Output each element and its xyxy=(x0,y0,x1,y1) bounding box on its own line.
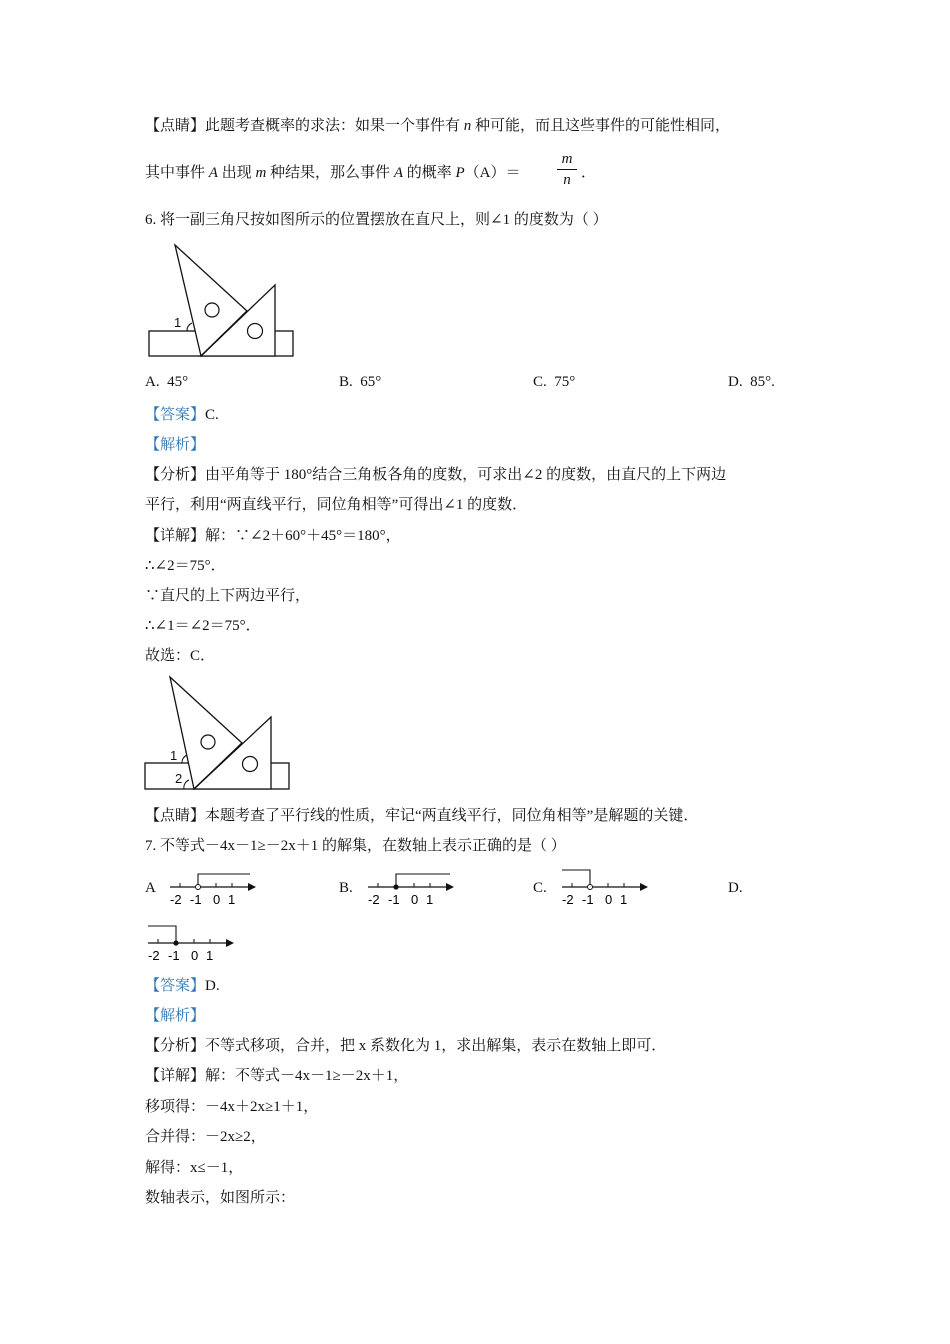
svg-text:-2: -2 xyxy=(368,892,380,907)
svg-text:1: 1 xyxy=(206,948,214,963)
angle-2-label: 2 xyxy=(175,771,183,786)
angle-1-label: 1 xyxy=(174,315,182,330)
q6-dianjing: 【点睛】本题考查了平行线的性质，牢记“两直线平行，同位角相等”是解题的关键． xyxy=(145,808,699,824)
q6-option-d: D. 85°. xyxy=(728,374,775,390)
q6-option-b: B. 65° xyxy=(339,374,382,390)
svg-text:1: 1 xyxy=(426,892,434,907)
q7-option-a-key: A xyxy=(145,880,156,896)
q6-jiexi-label: 【解析】 xyxy=(145,437,206,453)
svg-text:1: 1 xyxy=(620,892,628,907)
fraction-period: ． xyxy=(581,165,597,181)
q7-option-c-numberline xyxy=(560,866,655,910)
q6-solution-figure xyxy=(142,672,302,797)
angle-1-label: 1 xyxy=(170,748,178,763)
q7-step-3: 合并得：－2x≥2， xyxy=(145,1129,266,1145)
q5-dianjing-line1: 【点睛】此题考查概率的求法：如果一个事件有 n 种可能，而且这些事件的可能性相同， xyxy=(145,118,731,134)
q7-jiexi-label: 【解析】 xyxy=(145,1008,206,1024)
svg-text:-1: -1 xyxy=(582,892,594,907)
fraction-denominator: n xyxy=(563,172,571,188)
q7-option-d-numberline xyxy=(146,922,241,966)
q7-fenxi: 【分析】不等式移项，合并，把 x 系数化为 1，求出解集，表示在数轴上即可． xyxy=(145,1038,667,1054)
angle-2-arc xyxy=(184,780,189,789)
svg-text:0: 0 xyxy=(213,892,221,907)
q7-step-1: 【详解】解：不等式－4x－1≥－2x＋1， xyxy=(145,1068,409,1084)
q7-option-b-key: B. xyxy=(339,880,353,896)
q6-step-4: ∴∠1＝∠2＝75°． xyxy=(145,618,261,634)
q7-step-5: 数轴表示，如图所示： xyxy=(145,1190,296,1206)
q6-step-5: 故选：C． xyxy=(145,648,216,664)
svg-text:-2: -2 xyxy=(170,892,182,907)
q6-figure-triangles-ruler xyxy=(145,240,305,365)
q7-option-a-numberline xyxy=(168,870,263,910)
q6-step-3: ∵直尺的上下两边平行， xyxy=(145,588,311,604)
svg-text:0: 0 xyxy=(411,892,419,907)
svg-text:-2: -2 xyxy=(562,892,574,907)
svg-text:1: 1 xyxy=(228,892,236,907)
q7-option-b-numberline xyxy=(366,870,461,910)
q6-step-1: 【详解】解：∵∠2＋60°＋45°＝180°， xyxy=(145,528,401,544)
q7-option-c-key: C. xyxy=(533,880,547,896)
q6-answer: 【答案】C. xyxy=(145,407,219,423)
svg-text:-1: -1 xyxy=(190,892,202,907)
q7-option-d-key: D. xyxy=(728,880,743,896)
probability-fraction xyxy=(557,150,577,189)
q6-option-c: C. 75° xyxy=(533,374,576,390)
angle-1-arc xyxy=(187,323,192,331)
q6-fenxi-line2: 平行，利用“两直线平行，同位角相等”可得出∠1 的度数． xyxy=(145,497,528,513)
q5-dianjing-label: 【点睛】 xyxy=(145,118,206,134)
svg-text:-1: -1 xyxy=(388,892,400,907)
svg-text:-2: -2 xyxy=(148,948,160,963)
angle-1-arc xyxy=(182,755,187,763)
q7-step-2: 移项得：－4x＋2x≥1＋1， xyxy=(145,1099,319,1115)
q6-fenxi-line1: 【分析】由平角等于 180°结合三角板各角的度数，可求出∠2 的度数，由直尺的上下两边 xyxy=(145,467,727,483)
svg-text:0: 0 xyxy=(605,892,613,907)
q7-question: 7. 不等式－4x－1≥－2x＋1 的解集，在数轴上表示正确的是（ ） xyxy=(145,838,566,854)
q5-dianjing-line2: 其中事件 A 出现 m 种结果，那么事件 A 的概率 P（A）＝ xyxy=(145,165,521,181)
q6-step-2: ∴∠2＝75°． xyxy=(145,558,226,574)
q7-step-4: 解得：x≤－1， xyxy=(145,1160,244,1176)
q6-option-a: A. 45° xyxy=(145,374,189,390)
q6-question: 6. 将一副三角尺按如图所示的位置摆放在直尺上，则∠1 的度数为（ ） xyxy=(145,212,608,228)
fraction-bar xyxy=(557,169,577,170)
svg-text:0: 0 xyxy=(191,948,199,963)
svg-text:-1: -1 xyxy=(168,948,180,963)
fraction-numerator: m xyxy=(561,151,573,167)
q7-answer: 【答案】D. xyxy=(145,978,220,994)
